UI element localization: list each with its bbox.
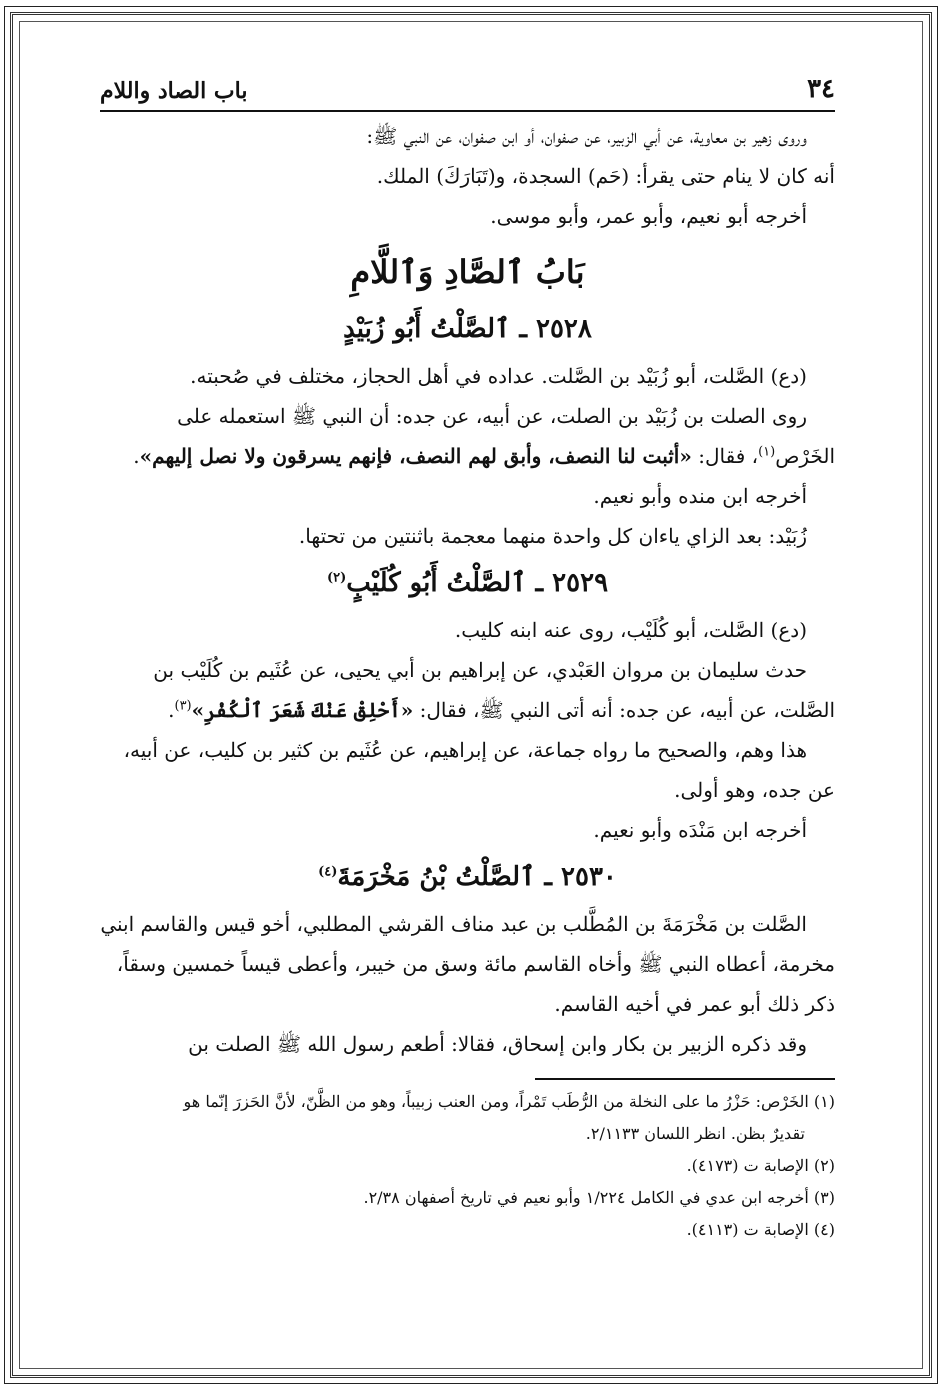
footnote-ref-3[interactable]: (٣)	[174, 698, 192, 714]
entry-2529-para-2-text: حدث سليمان بن مروان العَبْدي، عن إبراهيم بن أبي يحيى، عن عُثَيم بن كُلَيْب بن الصَّلت، عن أبيه، عن جده: أنه أتى النبي ﷺ، فقال:	[153, 658, 835, 722]
entry-2528-para-4: زُبَيْد: بعد الزاي ياءان كل واحدة منهما معجمة باثنتين من تحتها.	[298, 524, 807, 548]
footnote-text: الإصابة ت (٤١١٣).	[686, 1220, 809, 1239]
footnote-text: أخرجه ابن عدي في الكامل ١/٢٢٤ وأبو نعيم في تاريخ أصفهان ٢/٣٨.	[363, 1188, 809, 1207]
footnote-text: الإصابة ت (٤١٧٣).	[686, 1156, 809, 1175]
footnotes	[100, 1086, 835, 1246]
entry-2529-para-2-end: .	[168, 698, 175, 722]
section-title: بَابُ ٱلصَّادِ وَٱللَّامِ	[350, 253, 585, 291]
footnote-3	[100, 1182, 835, 1214]
footnote-4	[100, 1214, 835, 1246]
entry-2528-title: ٢٥٢٨ ـ ٱلصَّلْتُ أَبُو زُبَيْدٍ	[343, 314, 592, 344]
footnote-ref-1[interactable]: (١)	[758, 444, 776, 460]
hadith-quote-2: «أَحْلِقْ عَنْكَ شَعَرَ ٱلْكُفْرِ»	[191, 698, 414, 722]
footnote-1	[100, 1086, 835, 1150]
footnote-number: (١)	[813, 1092, 835, 1111]
footnote-number: (٣)	[813, 1188, 835, 1207]
page-number: ٣٤	[807, 74, 835, 104]
intro-block	[100, 116, 835, 236]
entry-2529-para-4: أخرجه ابن مَنْدَه وأبو نعيم.	[593, 818, 807, 842]
book-page	[100, 70, 835, 1330]
hadith-quote-1: «أثبت لنا النصف، وأبق لهم النصف، فإنهم يسرقون ولا نصل إليهم»	[139, 444, 692, 468]
entry-2528-para-2	[100, 396, 835, 476]
running-title: باب الصاد واللام	[100, 78, 248, 104]
footnote-number: (٢)	[813, 1156, 835, 1175]
entry-2528-para-2-text: روى الصلت بن زُبَيْد بن الصلت، عن أبيه، عن جده: أن النبي ﷺ استعمله على الخَرْص	[177, 404, 835, 468]
entry-2530-title-text: ٢٥٣٠ ـ ٱلصَّلْتُ بْنُ مَخْرَمَةَ	[337, 862, 617, 892]
intro-line-2: أنه كان لا ينام حتى يقرأ: (حَم) السجدة، و(تَبَارَكَ) الملك.	[376, 164, 835, 188]
footnote-text-continued: تقديرٌ بظن. انظر اللسان ٢/١١٣٣.	[585, 1124, 805, 1143]
entry-2530-para-2: وقد ذكره الزبير بن بكار وابن إسحاق، فقالا: أطعم رسول الله ﷺ الصلت بن	[188, 1032, 807, 1056]
intro-line-3: أخرجه أبو نعيم، وأبو عمر، وأبو موسى.	[490, 204, 807, 228]
footnote-ref-4[interactable]: (٤)	[318, 864, 338, 880]
footnote-ref-2[interactable]: (٢)	[326, 570, 347, 586]
entry-2528-para-1: (دع) الصَّلت، أبو زُبَيْد بن الصَّلت. عداده في أهل الحجاز، مختلف في صُحبته.	[190, 364, 807, 388]
footnote-text: الخَرْص: حَزْرُ ما على النخلة من الرُّطَب تَمْراً، ومن العنب زبيباً، وهو من الظَّنّ، لأنَّ الحَزرَ إنّما هو	[183, 1092, 809, 1111]
footnote-number: (٤)	[813, 1220, 835, 1239]
entry-2528-para-2-text-b: ، فقال:	[698, 444, 759, 468]
entry-2528-para-2-end: .	[133, 444, 140, 468]
entry-2529-title-text: ٢٥٢٩ ـ ٱلصَّلْتُ أَبُو كُلَيْبٍ	[346, 568, 609, 598]
entry-2530-title	[100, 850, 835, 904]
entry-2528-para-3: أخرجه ابن منده وأبو نعيم.	[593, 484, 807, 508]
entry-2530-para-1: الصَّلت بن مَخْرَمَةَ بن المُطَّلب بن عبد مناف القرشي المطلبي، أخو قيس والقاسم ابني مخرمة، أعطاه النبي ﷺ وأخاه القاسم مائة وسق من خيبر، وأعطى قيساً خمسين وسقاً، ذكر ذلك أبو عمر في أخيه القاسم.	[100, 912, 835, 1016]
running-header	[100, 70, 835, 112]
entry-2529-para-3: هذا وهم، والصحيح ما رواه جماعة، عن إبراهيم، عن عُثَيم بن كثير بن كليب، عن أبيه، عن جده، وهو أولى.	[123, 738, 835, 802]
entry-2529-para-1: (دع) الصَّلت، أبو كُلَيْب، روى عنه ابنه كليب.	[454, 618, 807, 642]
entry-2529-para-2	[100, 650, 835, 730]
intro-line-1: وروى زهير بن معاوية، عن أبي الزبير، عن صفوان، أو ابن صفوان، عن النبي ﷺ:	[366, 124, 807, 148]
footnote-2	[100, 1150, 835, 1182]
entry-2529-title	[100, 556, 835, 610]
footnote-separator	[535, 1078, 835, 1080]
